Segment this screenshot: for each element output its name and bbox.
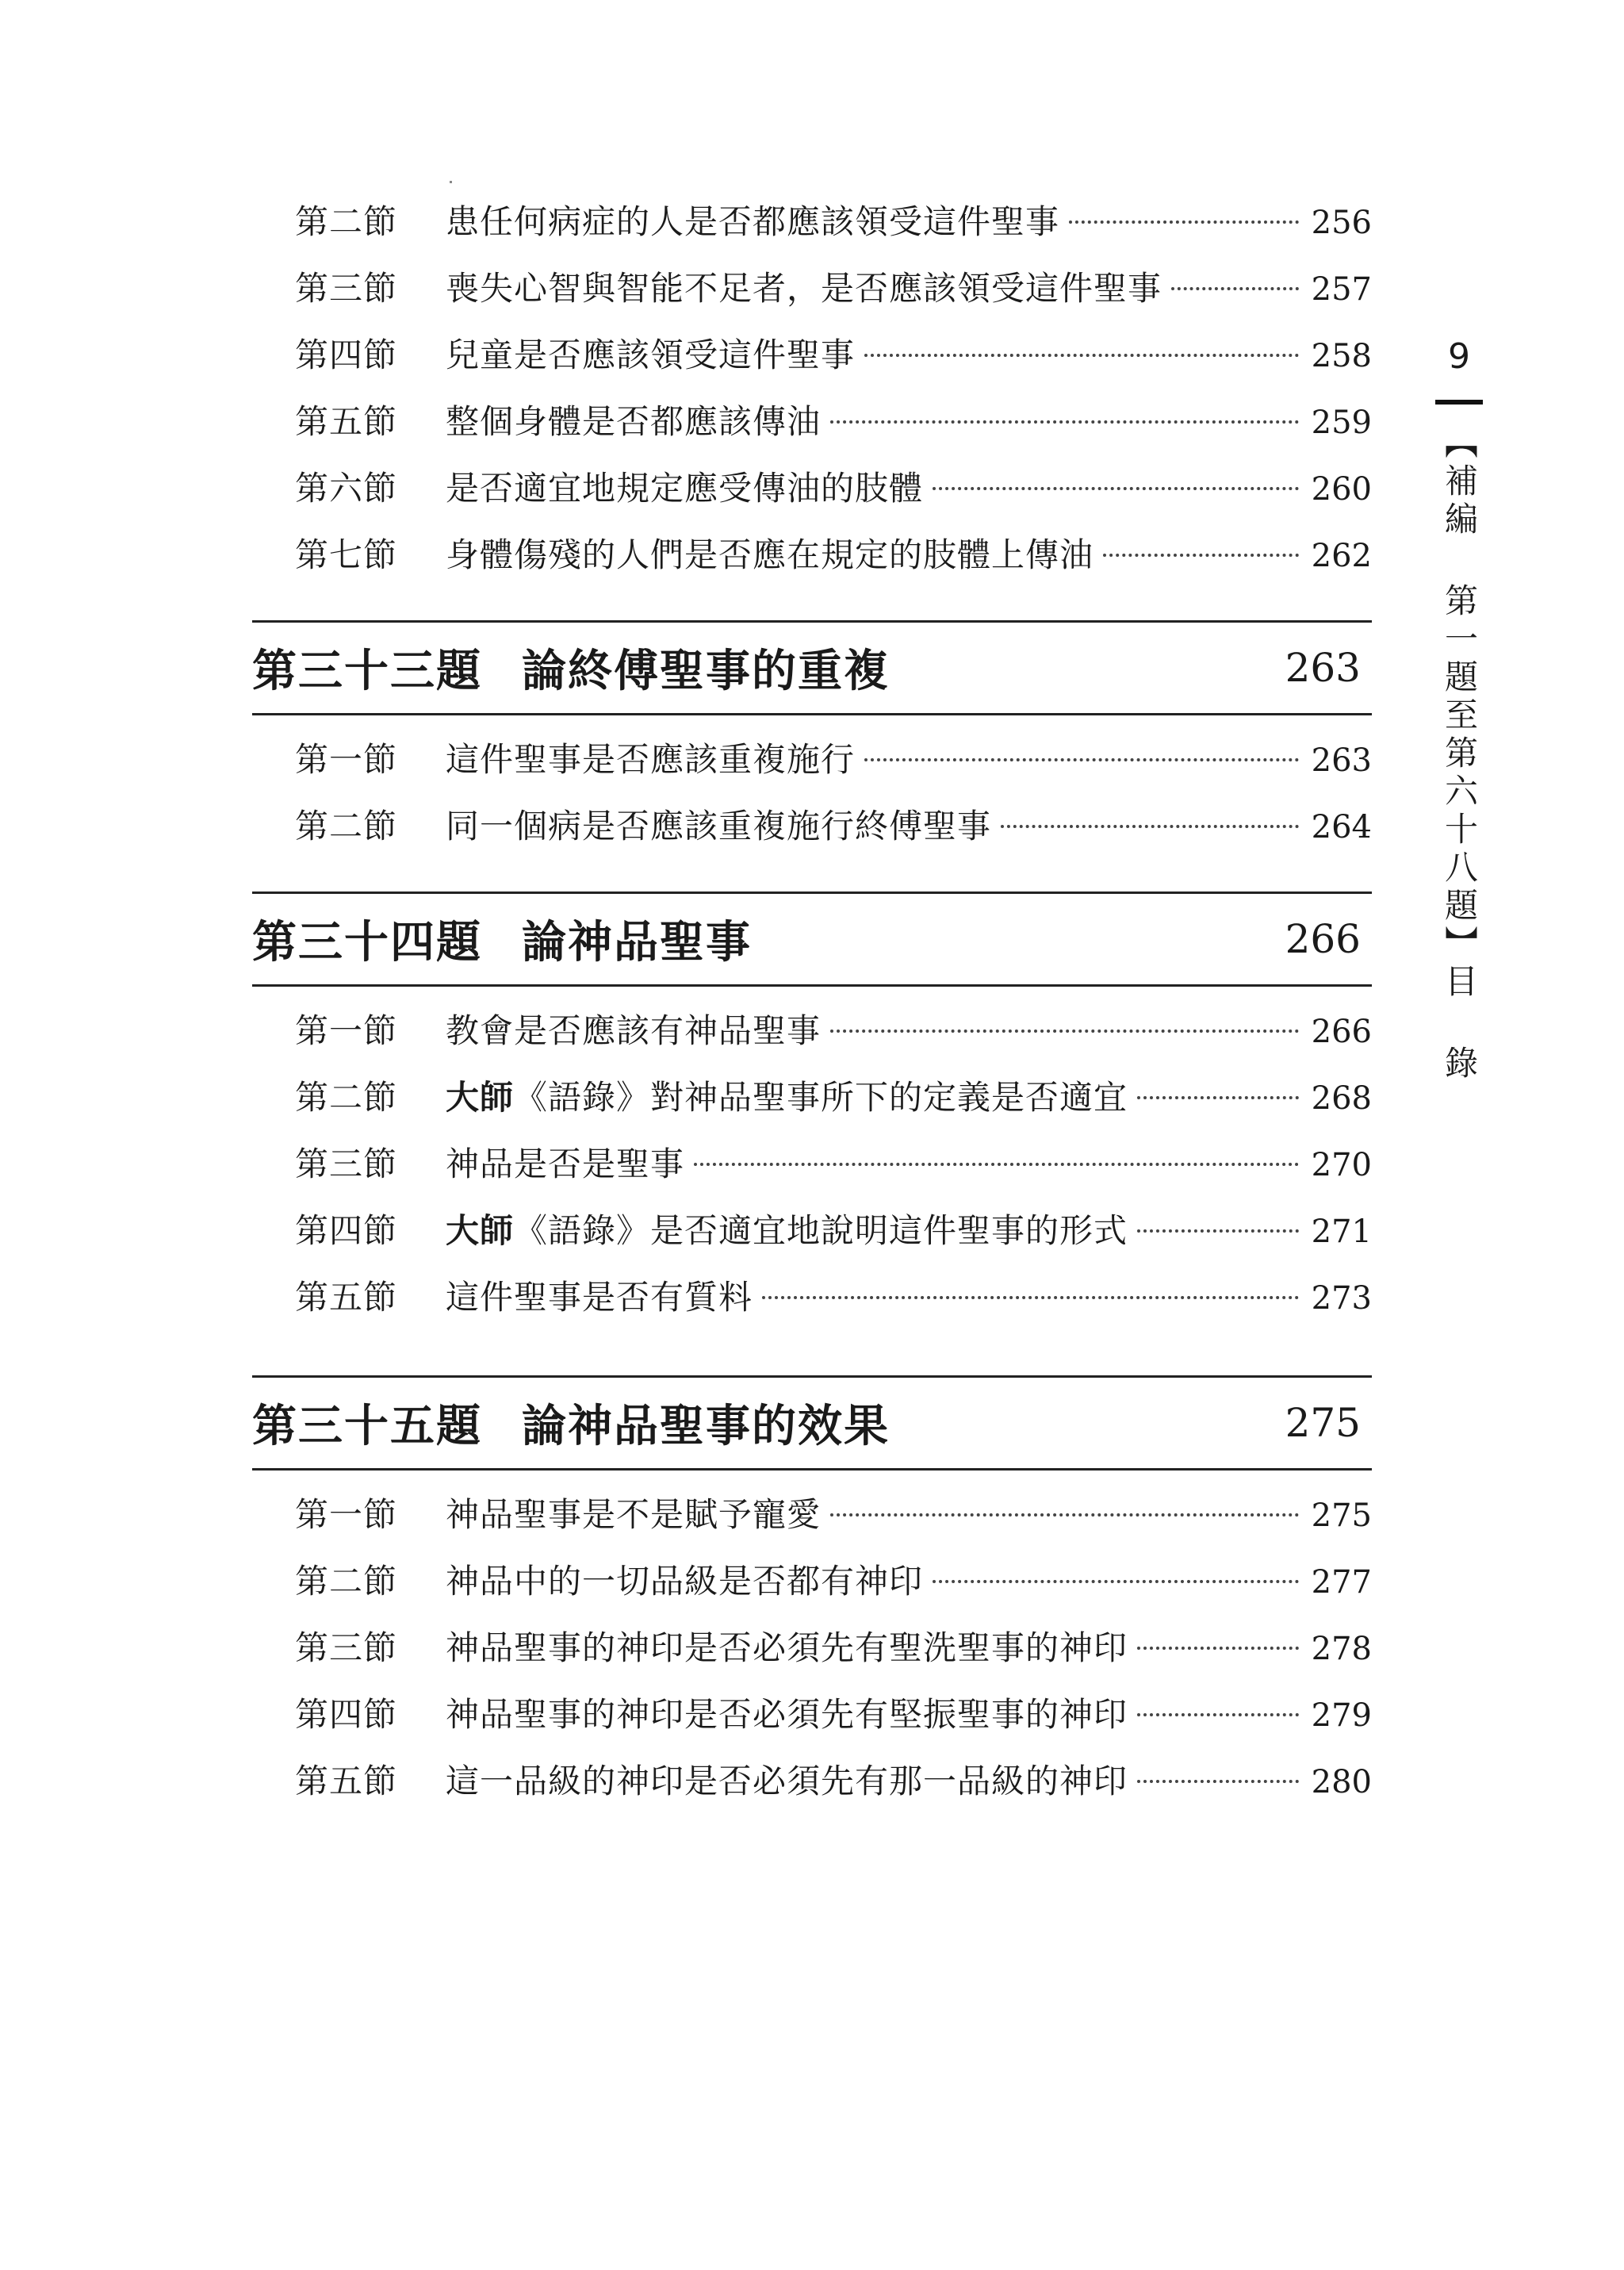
rule-line [252,892,1372,894]
dot-leader [933,487,1299,490]
page-number: 280 [1311,1764,1372,1800]
folio-page-number: 9 [1448,336,1470,377]
toc-entry[interactable] [295,1615,1372,1681]
toc-entry[interactable] [295,522,1372,589]
dot-leader [1103,554,1299,557]
section-number: 第五節 [295,1278,398,1317]
toc-entry[interactable] [295,1482,1372,1548]
page-number: 266 [1311,1014,1372,1050]
dot-leader [933,1580,1299,1583]
section-number: 第二節 [295,807,398,845]
section-title: 喪失心智與智能不足者，是否應該領受這件聖事 [446,269,1162,308]
section-number: 第二節 [295,1078,398,1117]
toc-group-ch35 [252,1482,1372,1815]
toc-group-ch34 [252,998,1372,1331]
page-number: 259 [1311,405,1372,441]
chapter-row [252,630,1372,706]
toc-entry[interactable] [295,1064,1372,1131]
page-number: 260 [1311,471,1372,508]
dot-leader [830,1030,1299,1033]
section-title: 整個身體是否都應該傳油 [446,402,822,441]
chapter-number: 第三十三題 [252,645,482,697]
section-number: 第四節 [295,336,398,374]
page-number: 277 [1311,1564,1372,1601]
chapter-page: 275 [1285,1400,1361,1446]
chapter-number: 第三十五題 [252,1400,482,1452]
section-number: 第五節 [295,1762,398,1800]
section-number: 第五節 [295,402,398,441]
toc-entry[interactable] [295,1131,1372,1198]
toc-entry[interactable] [295,1264,1372,1331]
dot-leader [1137,1229,1299,1233]
section-number: 第四節 [295,1695,398,1734]
page-number: 279 [1311,1697,1372,1734]
section-number: 第一節 [295,740,398,779]
section-title [446,1198,1128,1264]
folio-bar [1435,400,1483,405]
toc-entry[interactable] [295,255,1372,322]
section-number: 第四節 [295,1211,398,1250]
page-number: 268 [1311,1080,1372,1117]
page-number: 263 [1311,742,1372,779]
running-head [1427,333,1491,1083]
toc-entry[interactable] [295,727,1372,793]
dot-leader [864,758,1299,761]
bold-lead-text: 大師 [446,1078,515,1117]
rule-line [252,1468,1372,1471]
page-number: 257 [1311,271,1372,308]
section-title: 神品是否是聖事 [446,1145,685,1183]
section-title: 是否適宜地規定應受傳油的肢體 [446,469,924,508]
chapter-title: 論神品聖事的效果 [522,1400,890,1452]
running-head-text: 【補編 第一題至第六十八題】目 錄 [1440,425,1479,1083]
dot-leader [1069,220,1299,224]
section-number: 第一節 [295,1011,398,1050]
section-number: 第六節 [295,469,398,508]
rule-line [252,1375,1372,1378]
dot-leader [1171,287,1299,290]
rule-line [252,713,1372,715]
chapter-heading[interactable] [252,1375,1372,1471]
section-title [446,1064,1128,1131]
page-number: 271 [1311,1214,1372,1250]
section-title: 這件聖事是否有質料 [446,1278,753,1317]
toc-group-continued [252,189,1372,589]
section-title: 身體傷殘的人們是否應在規定的肢體上傳油 [446,535,1094,574]
chapter-row [252,1385,1372,1461]
dot-leader [762,1296,1299,1299]
table-of-contents [252,189,1372,1815]
toc-entry[interactable] [295,1198,1372,1264]
bold-lead-text: 大師 [446,1211,515,1250]
section-title: 這一品級的神印是否必須先有那一品級的神印 [446,1762,1128,1800]
toc-group-ch33 [252,727,1372,860]
section-number: 第三節 [295,1145,398,1183]
dot-leader [694,1163,1299,1166]
section-number: 第二節 [295,202,398,241]
toc-entry[interactable] [295,1548,1372,1615]
chapter-page: 263 [1285,645,1361,691]
scan-speck [450,181,452,183]
toc-entry[interactable] [295,189,1372,255]
section-number: 第七節 [295,535,398,574]
toc-entry[interactable] [295,1748,1372,1815]
dot-leader [1001,825,1299,828]
section-number: 第一節 [295,1495,398,1534]
title-rest: 《語錄》是否適宜地說明這件聖事的形式 [514,1211,1128,1250]
section-title: 神品聖事是不是賦予寵愛 [446,1495,822,1534]
page-number: 258 [1311,338,1372,374]
section-number: 第三節 [295,1628,398,1667]
title-rest: 《語錄》對神品聖事所下的定義是否適宜 [514,1078,1128,1117]
toc-entry[interactable] [295,322,1372,389]
toc-entry[interactable] [295,1681,1372,1748]
page-number: 273 [1311,1280,1372,1317]
dot-leader [1137,1713,1299,1716]
chapter-number: 第三十四題 [252,916,482,968]
section-title: 神品聖事的神印是否必須先有聖洗聖事的神印 [446,1628,1128,1667]
chapter-title: 論終傅聖事的重複 [522,645,890,697]
section-title: 神品聖事的神印是否必須先有堅振聖事的神印 [446,1695,1128,1734]
chapter-title: 論神品聖事 [522,916,752,968]
dot-leader [1137,1780,1299,1783]
dot-leader [1137,1096,1299,1099]
page-number: 264 [1311,809,1372,845]
toc-entry[interactable] [295,998,1372,1064]
chapter-heading[interactable] [252,892,1372,987]
section-title: 這件聖事是否應該重複施行 [446,740,856,779]
toc-entry[interactable] [295,389,1372,455]
section-number: 第三節 [295,269,398,308]
section-title: 神品中的一切品級是否都有神印 [446,1562,924,1601]
rule-line [252,620,1372,623]
page-number: 262 [1311,538,1372,574]
section-title: 兒童是否應該領受這件聖事 [446,336,856,374]
dot-leader [1137,1647,1299,1650]
page-number: 278 [1311,1631,1372,1667]
toc-entry[interactable] [295,455,1372,522]
section-title: 同一個病是否應該重複施行終傅聖事 [446,807,992,845]
dot-leader [830,420,1299,424]
rule-line [252,984,1372,987]
page-number: 275 [1311,1497,1372,1534]
section-number: 第二節 [295,1562,398,1601]
page-number: 256 [1311,205,1372,241]
chapter-heading[interactable] [252,620,1372,715]
section-title: 患任何病症的人是否都應該領受這件聖事 [446,202,1060,241]
dot-leader [830,1513,1299,1517]
chapter-row [252,901,1372,977]
dot-leader [864,354,1299,357]
section-title: 教會是否應該有神品聖事 [446,1011,822,1050]
page-number: 270 [1311,1147,1372,1183]
toc-entry[interactable] [295,793,1372,860]
chapter-page: 266 [1285,916,1361,962]
